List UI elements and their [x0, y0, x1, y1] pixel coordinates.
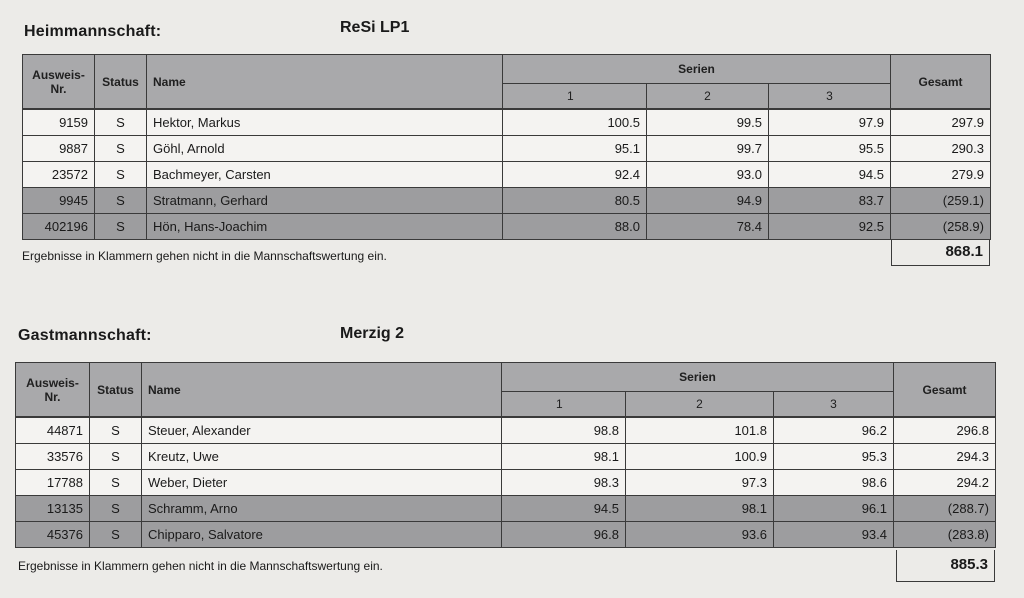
home-note: Ergebnisse in Klammern gehen nicht in die Mannschaftswertung ein. [22, 249, 387, 263]
cell-status: S [90, 417, 142, 444]
cell-series-2: 93.6 [626, 522, 774, 548]
cell-id: 9887 [23, 136, 95, 162]
cell-series-3: 96.2 [774, 417, 894, 444]
cell-status: S [95, 188, 147, 214]
home-results-table [22, 54, 991, 240]
cell-id: 402196 [23, 214, 95, 240]
table-row [16, 522, 996, 548]
cell-status: S [95, 136, 147, 162]
header-id-line2: Nr. [50, 81, 67, 96]
cell-series-3: 94.5 [769, 162, 891, 188]
header-series: Serien [503, 55, 891, 84]
header-series-2: 2 [626, 392, 774, 418]
header-series: Serien [502, 363, 894, 392]
header-status: Status [90, 363, 142, 418]
cell-total: (288.7) [894, 496, 996, 522]
cell-series-1: 88.0 [503, 214, 647, 240]
cell-name: Hön, Hans-Joachim [147, 214, 503, 240]
cell-series-1: 98.3 [502, 470, 626, 496]
table-row [23, 188, 991, 214]
cell-series-2: 99.5 [647, 109, 769, 136]
cell-status: S [90, 522, 142, 548]
cell-series-1: 98.8 [502, 417, 626, 444]
cell-total: 294.3 [894, 444, 996, 470]
header-id-line1: Ausweis- [26, 375, 79, 390]
header-name: Name [147, 55, 503, 110]
header-series-3: 3 [769, 84, 891, 110]
table-row [16, 470, 996, 496]
cell-status: S [95, 162, 147, 188]
table-row [16, 417, 996, 444]
header-status: Status [95, 55, 147, 110]
cell-series-3: 95.5 [769, 136, 891, 162]
header-series-1: 1 [503, 84, 647, 110]
header-series-3: 3 [774, 392, 894, 418]
header-series-1: 1 [502, 392, 626, 418]
guest-team-total: 885.3 [896, 550, 995, 582]
table-row [23, 162, 991, 188]
cell-name: Chipparo, Salvatore [142, 522, 502, 548]
header-id [16, 363, 90, 418]
cell-status: S [90, 444, 142, 470]
header-name: Name [142, 363, 502, 418]
cell-series-2: 78.4 [647, 214, 769, 240]
cell-series-3: 96.1 [774, 496, 894, 522]
cell-series-3: 83.7 [769, 188, 891, 214]
cell-id: 9945 [23, 188, 95, 214]
header-total: Gesamt [894, 363, 996, 418]
cell-id: 13135 [16, 496, 90, 522]
header-id [23, 55, 95, 110]
header-id-line1: Ausweis- [32, 67, 85, 82]
guest-note: Ergebnisse in Klammern gehen nicht in die Mannschaftswertung ein. [18, 559, 383, 573]
cell-series-2: 100.9 [626, 444, 774, 470]
cell-series-2: 101.8 [626, 417, 774, 444]
cell-series-1: 96.8 [502, 522, 626, 548]
cell-series-2: 98.1 [626, 496, 774, 522]
table-row [23, 109, 991, 136]
cell-name: Schramm, Arno [142, 496, 502, 522]
cell-id: 17788 [16, 470, 90, 496]
cell-series-1: 92.4 [503, 162, 647, 188]
table-row [16, 496, 996, 522]
cell-series-1: 98.1 [502, 444, 626, 470]
cell-series-3: 92.5 [769, 214, 891, 240]
guest-results-table [15, 362, 996, 548]
cell-series-2: 93.0 [647, 162, 769, 188]
cell-series-1: 95.1 [503, 136, 647, 162]
home-team-total: 868.1 [891, 240, 990, 266]
home-team-label: Heimmannschaft: [24, 23, 162, 40]
cell-total: 296.8 [894, 417, 996, 444]
cell-status: S [90, 496, 142, 522]
header-series-2: 2 [647, 84, 769, 110]
cell-name: Bachmeyer, Carsten [147, 162, 503, 188]
cell-series-1: 80.5 [503, 188, 647, 214]
table-row [23, 136, 991, 162]
cell-total: 297.9 [891, 109, 991, 136]
cell-total: (259.1) [891, 188, 991, 214]
cell-name: Kreutz, Uwe [142, 444, 502, 470]
cell-series-3: 95.3 [774, 444, 894, 470]
cell-total: 294.2 [894, 470, 996, 496]
cell-series-3: 98.6 [774, 470, 894, 496]
home-team-name: ReSi LP1 [340, 19, 410, 36]
cell-id: 9159 [23, 109, 95, 136]
cell-status: S [95, 214, 147, 240]
table-row [23, 214, 991, 240]
cell-total: 279.9 [891, 162, 991, 188]
cell-id: 33576 [16, 444, 90, 470]
cell-id: 45376 [16, 522, 90, 548]
cell-series-1: 100.5 [503, 109, 647, 136]
cell-series-2: 99.7 [647, 136, 769, 162]
cell-total: (283.8) [894, 522, 996, 548]
cell-status: S [90, 470, 142, 496]
cell-name: Stratmann, Gerhard [147, 188, 503, 214]
table-row [16, 444, 996, 470]
guest-team-name: Merzig 2 [340, 325, 405, 342]
cell-series-3: 97.9 [769, 109, 891, 136]
cell-series-2: 97.3 [626, 470, 774, 496]
cell-series-3: 93.4 [774, 522, 894, 548]
cell-id: 23572 [23, 162, 95, 188]
header-id-line2: Nr. [44, 389, 61, 404]
cell-name: Hektor, Markus [147, 109, 503, 136]
cell-total: (258.9) [891, 214, 991, 240]
cell-series-2: 94.9 [647, 188, 769, 214]
guest-team-label: Gastmannschaft: [18, 327, 152, 344]
cell-total: 290.3 [891, 136, 991, 162]
cell-series-1: 94.5 [502, 496, 626, 522]
header-total: Gesamt [891, 55, 991, 110]
cell-id: 44871 [16, 417, 90, 444]
cell-name: Steuer, Alexander [142, 417, 502, 444]
cell-name: Weber, Dieter [142, 470, 502, 496]
cell-name: Göhl, Arnold [147, 136, 503, 162]
cell-status: S [95, 109, 147, 136]
